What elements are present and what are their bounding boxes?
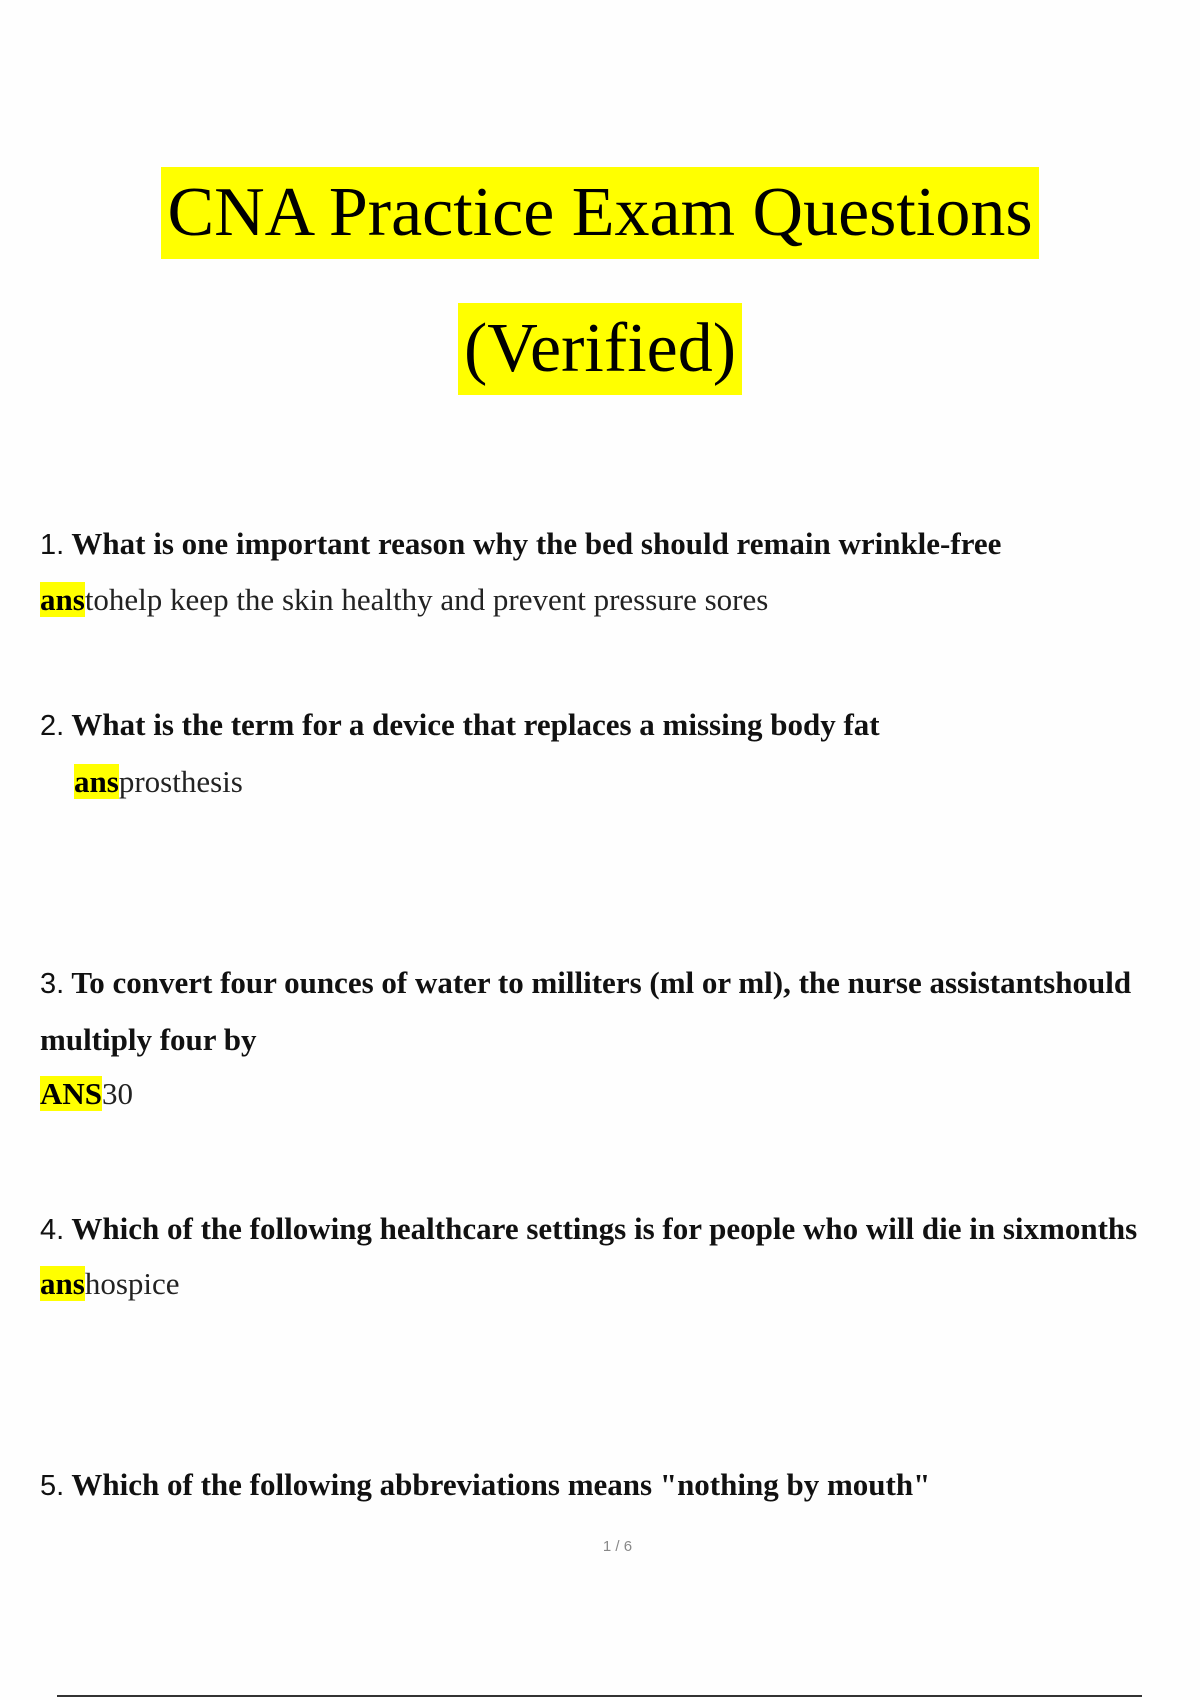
document-title: CNA Practice Exam Questions <box>161 167 1038 259</box>
answer-4 <box>40 1264 180 1304</box>
question-number: 5. <box>40 1470 65 1502</box>
answer-label: ANS <box>40 1076 103 1111</box>
question-text: To convert four ounces of water to milliters (ml or ml), the nurse assistantshould multiply four by <box>40 965 1132 1057</box>
title-line-1 <box>0 167 1200 259</box>
question-text: What is one important reason why the bed should remain wrinkle-free <box>71 526 1002 561</box>
answer-2 <box>74 762 243 802</box>
question-text: Which of the following healthcare settings is for people who will die in sixmonths <box>71 1211 1138 1246</box>
page-divider <box>57 1695 1142 1697</box>
question-number: 1. <box>40 529 65 561</box>
question-text: Which of the following abbreviations means "nothing by mouth" <box>71 1467 931 1502</box>
answer-text: prosthesis <box>118 764 243 799</box>
question-3 <box>40 955 1190 1067</box>
page-number: 1 / 6 <box>602 1538 633 1555</box>
answer-3 <box>40 1074 133 1114</box>
document-subtitle: (Verified) <box>458 303 742 395</box>
answer-label: ans <box>74 764 119 799</box>
answer-1 <box>40 580 768 620</box>
question-1 <box>40 516 1190 573</box>
question-number: 4. <box>40 1214 65 1246</box>
question-number: 3. <box>40 968 65 1000</box>
question-4 <box>40 1201 1190 1258</box>
answer-label: ans <box>40 1266 85 1301</box>
question-number: 2. <box>40 710 65 742</box>
answer-label: ans <box>40 582 85 617</box>
question-5 <box>40 1457 1190 1514</box>
answer-text: tohelp keep the skin healthy and prevent pressure sores <box>84 582 769 617</box>
question-text: What is the term for a device that replaces a missing body fat <box>71 707 880 742</box>
answer-text: 30 <box>102 1076 134 1111</box>
answer-text: hospice <box>84 1266 180 1301</box>
question-2 <box>40 697 1190 754</box>
title-line-2 <box>0 303 1200 395</box>
